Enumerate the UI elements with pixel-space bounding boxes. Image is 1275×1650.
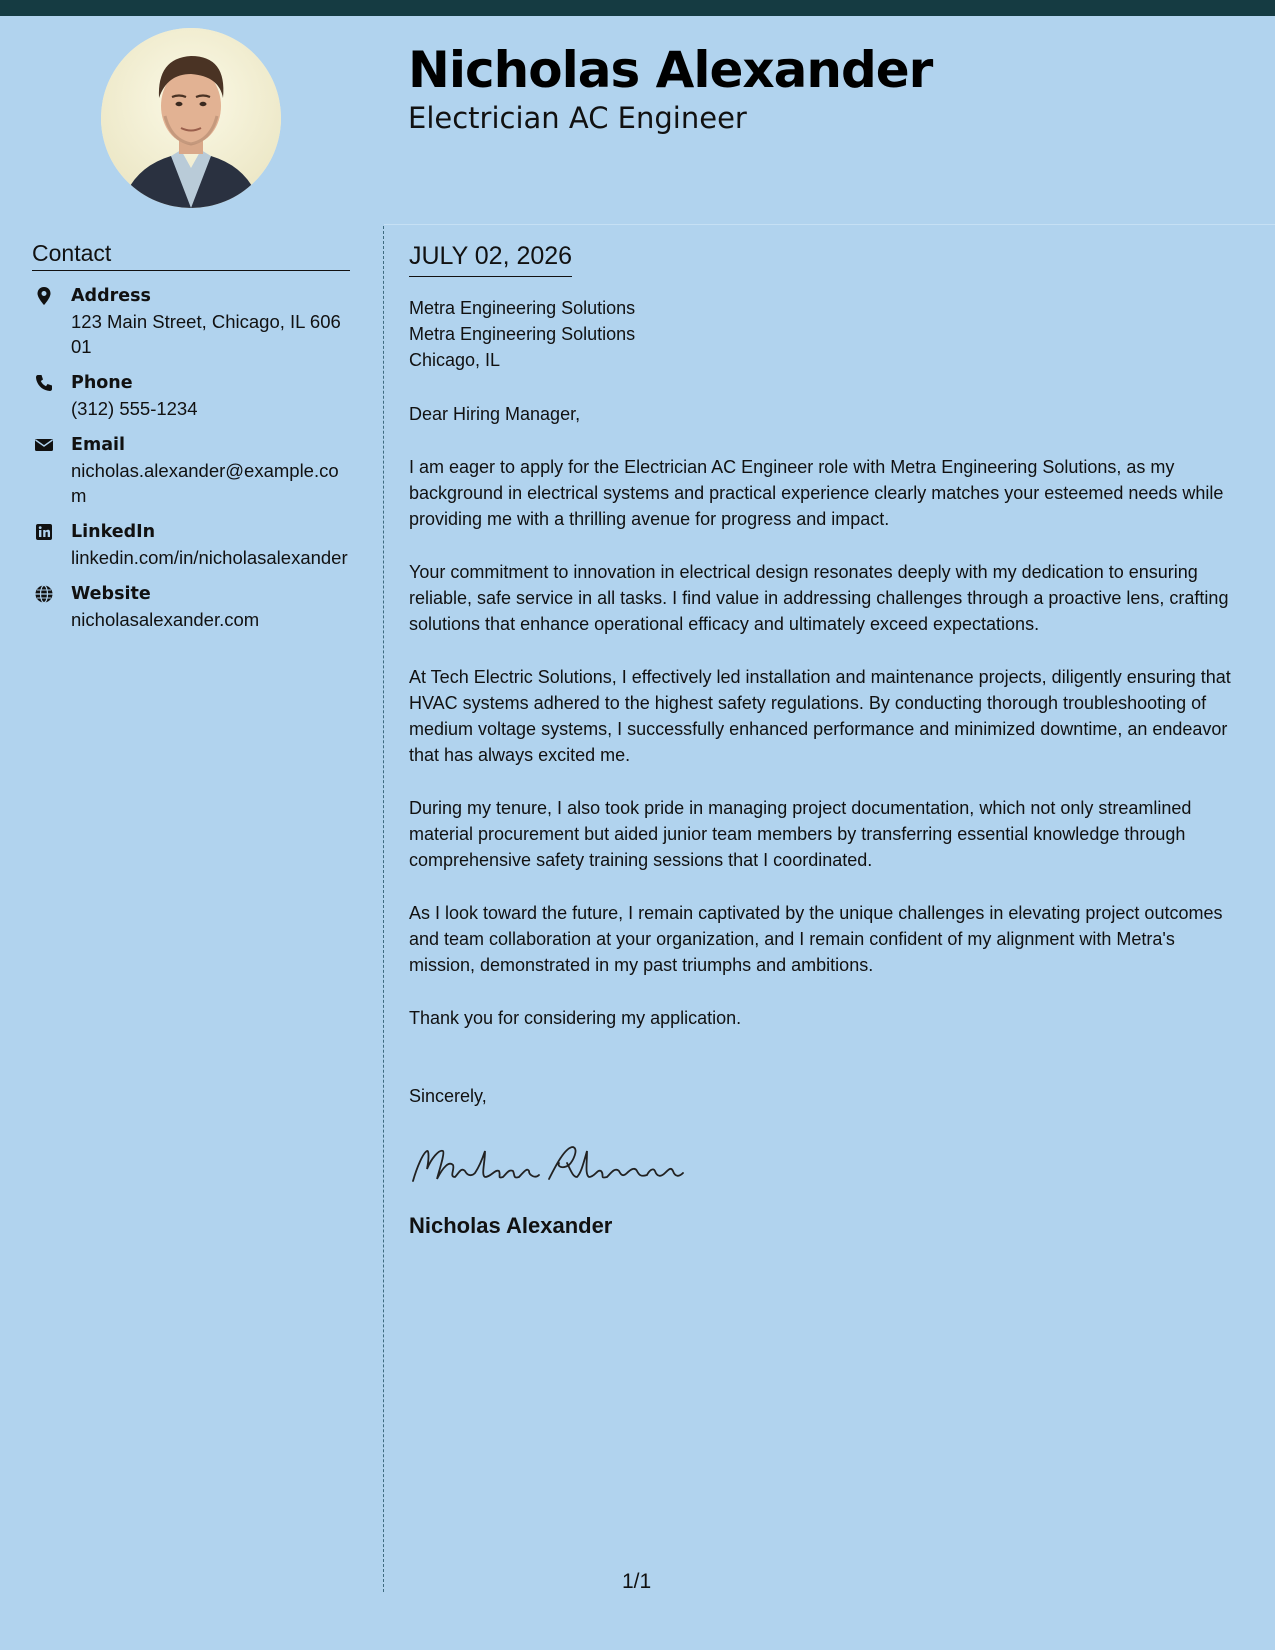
- contact-item-email: [32, 433, 352, 508]
- header-divider: [384, 224, 1275, 225]
- email-value[interactable]: nicholas.alexander@example.com: [71, 460, 339, 506]
- signed-name: Nicholas Alexander: [409, 1212, 613, 1238]
- letter-paragraph: As I look toward the future, I remain captivated by the unique challenges in elevating project outcomes and team collaboration at your organization, and I remain confident of my alignment with Metra's mission, demonstrated in my past triumphs and ambitions.: [409, 902, 1223, 975]
- profile-photo: [101, 28, 281, 208]
- contact-label: Email: [71, 435, 125, 455]
- letter-date: JULY 02, 2026: [409, 240, 572, 277]
- contact-label: Phone: [71, 373, 133, 393]
- recipient-block: [409, 295, 1244, 373]
- contact-label: Address: [71, 286, 151, 306]
- envelope-icon: [34, 435, 54, 455]
- recipient-line: Metra Engineering Solutions: [409, 297, 636, 318]
- phone-value: (312) 555-1234: [71, 398, 198, 419]
- linkedin-icon: [34, 522, 54, 542]
- closing: Sincerely,: [409, 1085, 487, 1106]
- page-number: 1/1: [622, 1570, 652, 1593]
- map-pin-icon: [34, 286, 54, 306]
- top-accent-bar: [0, 0, 1275, 16]
- globe-icon: [34, 584, 54, 604]
- letter-paragraph: During my tenure, I also took pride in managing project documentation, which not only streamlined material procurement but aided junior team members by transferring essential knowledge through comprehensive safety training sessions that I coordinated.: [409, 797, 1192, 870]
- contact-item-linkedin: [32, 520, 352, 570]
- letter-paragraph: At Tech Electric Solutions, I effectively led installation and maintenance projects, diligently ensuring that HVAC systems adhered to the highest safety regulations. By conducting thorough troubleshooting of medium voltage systems, I successfully enhanced performance and minimized downtime, an endeavor that has always excited me.: [409, 666, 1231, 765]
- candidate-name: Nicholas Alexander: [408, 41, 933, 99]
- letter-paragraph: I am eager to apply for the Electrician AC Engineer role with Metra Engineering Solutions, as my background in electrical systems and practical experience clearly matches your esteemed needs while providing me with a thrilling avenue for progress and impact.: [409, 456, 1224, 529]
- contact-list: [32, 284, 352, 644]
- linkedin-value[interactable]: linkedin.com/in/nicholasalexander: [71, 547, 348, 568]
- job-title: Electrician AC Engineer: [408, 101, 747, 135]
- recipient-line: Chicago, IL: [409, 349, 501, 370]
- contact-label: Website: [71, 584, 151, 604]
- recipient-line: Metra Engineering Solutions: [409, 323, 636, 344]
- contact-label: LinkedIn: [71, 522, 156, 542]
- letter-paragraph: Thank you for considering my application.: [409, 1007, 742, 1028]
- website-value[interactable]: nicholasalexander.com: [71, 609, 260, 630]
- letter-paragraph: Your commitment to innovation in electrical design resonates deeply with my dedication to ensuring reliable, safe service in all tasks. I find value in addressing challenges through a proactive lens, crafting solutions that enhance operational efficacy and ultimately exceed expectations.: [409, 561, 1229, 634]
- contact-item-phone: [32, 371, 352, 421]
- contact-item-website: [32, 582, 352, 632]
- handwritten-signature: [409, 1137, 1244, 1197]
- phone-icon: [34, 373, 54, 393]
- contact-heading: Contact: [32, 240, 350, 271]
- salutation: Dear Hiring Manager,: [409, 403, 581, 424]
- avatar: [101, 28, 281, 208]
- address-value: 123 Main Street, Chicago, IL 60601: [71, 311, 341, 357]
- column-divider: [383, 226, 384, 1592]
- contact-item-address: [32, 284, 352, 359]
- letter-body: [409, 240, 1244, 1239]
